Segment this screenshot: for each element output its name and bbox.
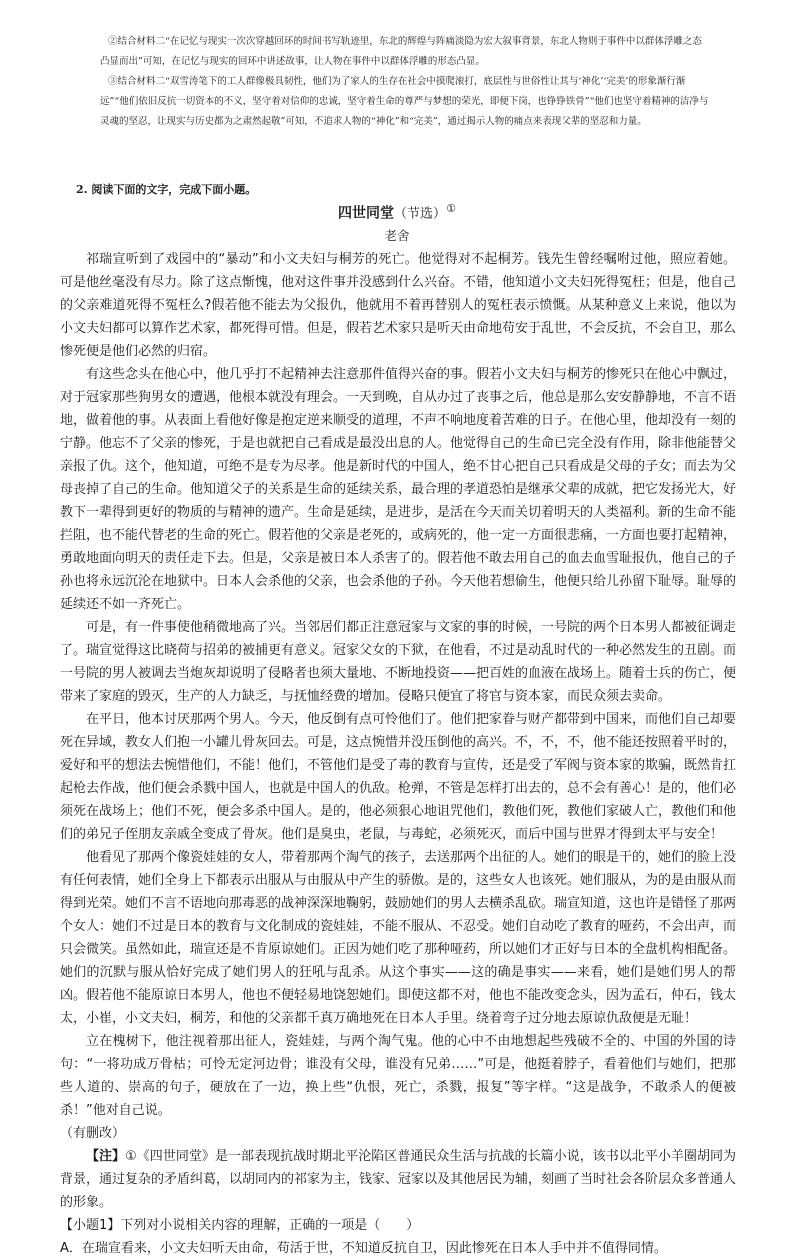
paragraph-3: 可是，有一件事使他稍微地高了兴。当邻居们都正注意冠家与文家的事的时候，一号院的两个日本男人都被征调走了。瑞宣觉得这比晓荷与招弟的被捕更有意义。冠家父女的下狱，在他看，不过是动乱时代的一种必然发生的丑剧。而一号院的男人被调去当炮灰却说明了侵略者也须大量地、不断地投资——把百姓的血液在战场上。随着士兵的伤亡，便带来了家庭的毁灭，生产的人力缺乏，与抚恤经费的增加。侵略只便宜了将官与资本家，而民众须去卖命。 [60, 620, 737, 704]
edited-mark: （有删改） [60, 1126, 126, 1141]
paragraph-6: 立在槐树下，他注视着那出征人，瓷娃娃，与两个淘气鬼。他的心中不由地想起些残破不全的、中国的外国的诗句：“一将功成万骨枯；可怜无定河边骨；谁没有父母，谁没有兄弟……”可是，他挺着脖子，看着他们与她们，把那些人道的、崇高的句子，硬放在了一边，换上些“仇恨，死亡，杀戮，报复”等字样。“这是战争，不敢杀人的便被杀！”他对自己说。 [60, 1034, 736, 1118]
title-main: 四世同堂 [338, 205, 395, 222]
previous-answer-notes [100, 32, 710, 132]
answer-note-2: ②结合材料二“在记忆与现实一次次穿越回环的时间书写轨迹里，东北的辉煌与阵痛淡隐为宏大叙事背景，东北人物则于事件中以群体浮雕之态凸显而出”可知，在记忆与现实的回环中讲述故事，让人物在事件中以群体浮雕的形态凸显。 [100, 36, 702, 67]
sub-question: 【小题1】下列对小说相关内容的理解，正确的一项是（ ） [60, 1218, 420, 1233]
footnote [60, 1145, 736, 1214]
option-a: A．在瑞宣看来，小文夫妇听天由命，苟活于世，不知道反抗自卫，因此惨死在日本人手中并不值得同情。 [60, 1241, 667, 1256]
author: 老舍 [384, 228, 410, 243]
paragraph-4: 在平日，他本讨厌那两个男人。今天，他反倒有点可怜他们了。他们把家眷与财产都带到中国来，而他们自己却要死在异域，教女人们抱一小罐儿骨灰回去。可是，这点惋惜并没压倒他的高兴。不，不，不，他不能还按照着平时的，爱好和平的想法去惋惜他们，不能！他们，不管他们是受了毒的教育与宣传，还是受了军阀与资本家的欺骗，既然肯扛起枪去作战，他们便会杀戮中国人，也就是中国人的仇敌。枪弹，不管是怎样打出去的，总不会有善心！是的，他们必须死在战场上；他们不死，便会多杀中国人。是的，他必须狠心地诅咒他们，教他们死，教他们家破人亡，教他们和他们的弟兄子侄朋友亲戚全变成了骨灰。他们是臭虫，老鼠，与毒蛇，必须死灭，而后中国与世界才得到太平与安全！ [60, 712, 737, 842]
footnote-marker: ① [446, 202, 456, 215]
answer-note-3: ③结合材料二“双雪涛笔下的工人群像极具韧性，他们为了家人的生存在社会中摸爬滚打，底层性与世俗性让其与‘神化’‘完美’的形象渐行渐远”“他们依旧反抗一切资本的不义，坚守着对信仰的忠诚，坚守着生命的尊严与梦想的荣光，即便下岗，也铮铮铁骨”“他们也坚守着精神的洁净与灵魂的坚忍，让现实与历史都为之肃然起敬”可知，不追求人物的“神化”和“完美”，通过揭示人物的痛点来表现父辈的坚忍和力量。 [100, 76, 709, 127]
paragraph-5: 他看见了那两个像瓷娃娃的女人，带着那两个淘气的孩子，去送那两个出征的人。她们的眼是干的，她们的脸上没有任何表情，她们全身上下都表示出服从与由服从中产生的骄傲。是的，这些女人也该死。她们服从，为的是由服从而得到光荣。她们不言不语地向那毒恶的战神深深地鞠躬，鼓励她们的男人去横杀乱砍。瑞宣知道，这也许是错怪了那两个女人：她们不过是日本的教育与文化制成的瓷娃娃，不能不服从、不忍受。她们自动吃了教育的哑药，不会出声，而只会微笑。虽然如此，瑞宣还是不肯原谅她们。正因为她们吃了那种哑药，所以她们才正好与日本的全盘机构相配备。她们的沉默与服从恰好完成了她们男人的狂吼与乱杀。从这个事实——这的确是事实——来看，她们是她们男人的帮凶。假若他不能原谅日本男人，他也不便轻易地饶恕她们。即使这都不对，他也不能改变念头，因为孟石，仲石，钱太太，小崔，小文夫妇，桐芳，和他的父亲都千真万确地死在日本人手里。绕着弯子过分地去原谅仇敌便是无耻！ [60, 850, 737, 1026]
paragraph-2: 有这些念头在他心中，他几乎打不起精神去注意那件值得兴奋的事。假若小文夫妇与桐芳的惨死只在他心中飘过，对于冠家那些狗男女的遭遇，他根本就没有理会。一天到晚，自从办过了丧事之后，他总是那么安安静静地，不言不语地，做着他的事。从表面上看他好像是抱定逆来顺受的道理，不声不响地度着苦难的日子。在他心里，他却没有一刻的宁静。他忘不了父亲的惨死，于是也就把自己看成是最没出息的人。他觉得自己的生命已完全没有作用，除非他能替父亲报了仇。这个，他知道，可绝不是专为尽孝。他是新时代的中国人，绝不甘心把自己只看成是父母的子女；而去为父母丧掉了自己的生命。他知道父子的关系是生命的延续关系，最合理的孝道恐怕是继承父辈的成就，把它发扬光大，好教下一辈得到更好的物质的与精神的遗产。生命是延续，是进步，是活在今天而关切着明天的人类福利。新的生命不能拦阻，也不能代替老的生命的死亡。假若他的父亲是老死的，或病死的，他一定一方面很悲痛，一方面也要打起精神，勇敢地面向明天的责任走下去。但是，父亲是被日本人杀害了的。假若他不敢去用自己的血去血雪耻报仇，他自己的子孙也将永远沉沦在地狱中。日本人会杀他的父亲，也会杀他的子孙。今天他若想偷生，他便只给儿孙留下耻辱。耻辱的延续还不如一齐死亡。 [60, 367, 737, 612]
passage-body [60, 248, 736, 1260]
question-heading: 2. 阅读下面的文字，完成下面小题。 [76, 183, 257, 196]
title-sub: （节选） [394, 206, 447, 222]
footnote-text: ①《四世同堂》是一部表现抗战时期北平沦陷区普通民众生活与抗战的长篇小说，该书以北平小羊圈胡同为背景，通过复杂的矛盾纠葛，以胡同内的祁家为主，钱家、冠家以及其他居民为辅，刻画了当时社会各阶层众多普通人的形象。 [60, 1149, 737, 1210]
passage-title [0, 202, 794, 222]
paragraph-1: 祁瑞宣听到了戏园中的“暴动”和小文夫妇与桐芳的死亡。他觉得对不起桐芳。钱先生曾经嘱咐过他，照应着她。可是他丝毫没有尽力。除了这点惭愧，他对这件事并没感到什么兴奋。不错，他知道小文夫妇死得冤枉；但是，他自己的父亲难道死得不冤枉么?假若他不能去为父报仇，他就用不着再替别人的冤枉表示愤慨。从某种意义上来说，他以为小文夫妇都可以算作艺术家，都死得可惜。但是，假若艺术家只是听天由命地苟安于乱世，不会反抗，不会自卫，那么惨死便是他们必然的归宿。 [60, 252, 737, 359]
footnote-label: 【注】 [86, 1149, 126, 1164]
